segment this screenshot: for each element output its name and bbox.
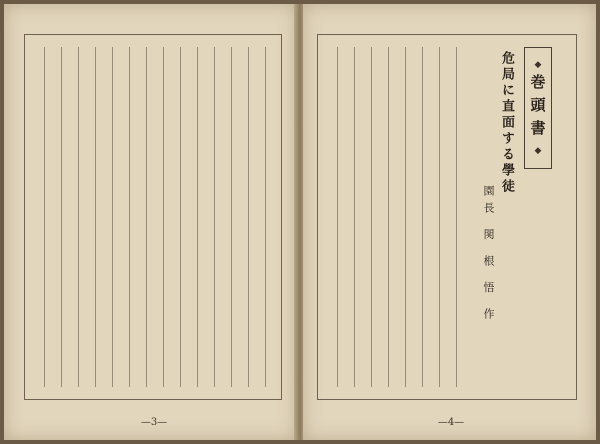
heading-box [524, 47, 552, 169]
diamond-icon: ◆ [534, 145, 542, 156]
page-number-right: —4— [437, 417, 465, 428]
left-text-frame [24, 34, 282, 400]
page-subtitle: 危局に直面する學徒 [499, 51, 514, 195]
page-number-left: —3— [140, 417, 168, 428]
right-page [303, 4, 596, 440]
page-heading: 巻頭書 [528, 73, 547, 143]
book-spread [4, 4, 596, 440]
left-page [4, 4, 297, 440]
right-text-frame [317, 34, 577, 400]
author-line: 園長 関 根 悟 作 [482, 185, 495, 325]
diamond-icon: ◆ [534, 59, 542, 70]
left-vertical-text-columns [35, 47, 271, 387]
right-vertical-text-columns [328, 47, 472, 387]
